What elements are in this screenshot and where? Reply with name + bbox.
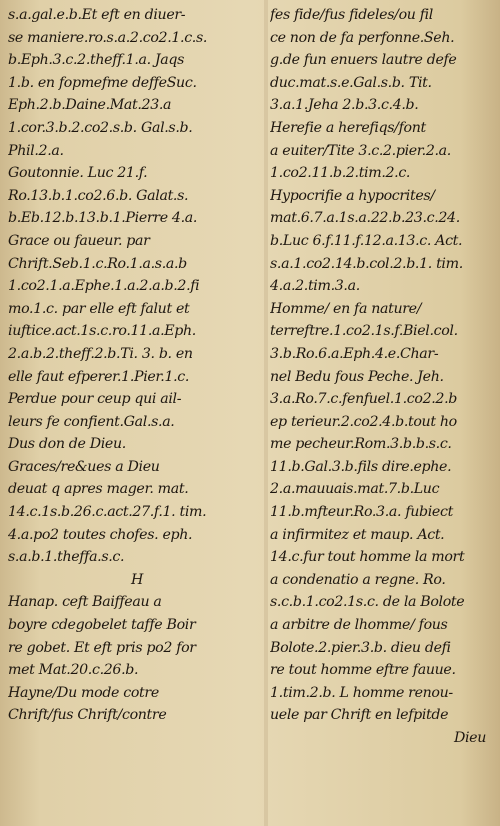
text-line: elle faut efperer.1.Pier.1.c.: [8, 368, 190, 385]
text-line: Homme/ en fa nature/: [270, 300, 422, 317]
text-line: 11.b.Gal.3.b.fils dire.ephe.: [270, 458, 452, 475]
text-line: Grace ou faueur. par: [8, 232, 150, 249]
text-line: s.a.1.co2.14.b.col.2.b.1. tim.: [270, 255, 463, 272]
left-column: [8, 4, 266, 822]
text-line: Chrift/fus Chrift/contre: [8, 707, 167, 724]
text-line: s.a.gal.e.b.Et eft en diuer-: [8, 7, 186, 23]
text-line: re tout homme eftre fauue.: [270, 662, 456, 679]
text-line: a condenatio a regne. Ro.: [270, 571, 446, 588]
text-line: Graces/re&ues a Dieu: [8, 458, 160, 475]
text-line: Bolote.2.pier.3.b. dieu defi: [270, 639, 451, 656]
text-line: 14.c.1s.b.26.c.act.27.f.1. tim.: [8, 504, 207, 521]
text-line: Phil.2.a.: [8, 142, 64, 159]
text-line: 2.a.mauuais.mat.7.b.Luc: [270, 481, 440, 498]
text-line: 1.tim.2.b. L homme renou-: [270, 684, 453, 701]
text-line: 14.c.fur tout homme la mort: [270, 549, 465, 566]
text-line: b.Eb.12.b.13.b.1.Pierre 4.a.: [8, 210, 198, 227]
text-line: 1.co2.1.a.Ephe.1.a.2.a.b.2.fi: [8, 278, 200, 295]
text-line: g.de fun enuers lautre defe: [270, 52, 457, 69]
text-line: 2.a.b.2.theff.2.b.Ti. 3. b. en: [8, 345, 193, 362]
text-line: 11.b.mfteur.Ro.3.a. fubiect: [270, 504, 453, 521]
text-line: s.a.b.1.theffa.s.c.: [8, 549, 125, 566]
text-line: 1.cor.3.b.2.co2.s.b. Gal.s.b.: [8, 119, 193, 136]
text-line: fes fide/fus fideles/ou fil: [270, 7, 433, 23]
text-line: b.Luc 6.f.11.f.12.a.13.c. Act.: [270, 232, 463, 249]
text-line: leurs fe confient.Gal.s.a.: [8, 413, 175, 430]
text-line: re gobet. Et eft pris po2 for: [8, 639, 196, 656]
text-line: nel Bedu fous Peche. Jeh.: [270, 368, 444, 385]
text-line: s.c.b.1.co2.1s.c. de la Bolote: [270, 594, 465, 611]
text-line: Herefie a herefiqs/font: [270, 119, 426, 136]
text-line: Ro.13.b.1.co2.6.b. Galat.s.: [8, 187, 189, 204]
text-line: me pecheur.Rom.3.b.b.s.c.: [270, 436, 452, 453]
text-line: boyre cdegobelet taffe Boir: [8, 617, 196, 634]
text-line: Dus don de Dieu.: [8, 436, 126, 453]
text-line: Hayne/Du mode cotre: [8, 684, 159, 701]
text-line: mat.6.7.a.1s.a.22.b.23.c.24.: [270, 210, 460, 227]
text-line: Eph.2.b.Daine.Mat.23.a: [8, 97, 172, 114]
text-line: deuat q apres mager. mat.: [8, 481, 189, 498]
text-line: a arbitre de lhomme/ fous: [270, 617, 448, 634]
text-line: ce non de fa perfonne.Seh.: [270, 29, 455, 46]
text-line: 4.a.2.tim.3.a.: [270, 278, 360, 295]
text-line: 3.b.Ro.6.a.Eph.4.e.Char-: [270, 345, 439, 362]
text-line: H: [130, 571, 144, 588]
text-line: iuftice.act.1s.c.ro.11.a.Eph.: [8, 323, 196, 340]
text-line: Perdue pour ceup qui ail-: [8, 391, 182, 408]
text-line: a euiter/Tite 3.c.2.pier.2.a.: [270, 142, 451, 159]
text-line: ep terieur.2.co2.4.b.tout ho: [270, 413, 457, 430]
text-line: Goutonnie. Luc 21.f.: [8, 165, 148, 182]
text-line: Hanap. ceft Baiffeau a: [8, 594, 162, 611]
text-line: 3.a.Ro.7.c.fenfuel.1.co2.2.b: [270, 391, 457, 408]
text-line: b.Eph.3.c.2.theff.1.a. Jaqs: [8, 52, 185, 69]
text-line: a infirmitez et maup. Act.: [270, 526, 445, 543]
text-line: mo.1.c. par elle eft falut et: [8, 300, 190, 317]
text-line: Dieu: [453, 730, 486, 746]
text-line: 1.b. en fopmefme deffeSuc.: [8, 74, 197, 91]
text-line: uele par Chrift en lefpitde: [270, 707, 449, 724]
right-column: [270, 4, 496, 822]
text-line: duc.mat.s.e.Gal.s.b. Tit.: [270, 74, 432, 91]
text-line: 3.a.1.Jeha 2.b.3.c.4.b.: [270, 97, 419, 114]
text-line: 1.co2.11.b.2.tim.2.c.: [270, 165, 411, 182]
text-line: met Mat.20.c.26.b.: [8, 662, 139, 679]
text-line: 4.a.po2 toutes chofes. eph.: [8, 526, 193, 543]
text-line: Hypocrifie a hypocrites/: [270, 187, 435, 204]
text-line: se maniere.ro.s.a.2.co2.1.c.s.: [8, 29, 208, 46]
text-line: terreftre.1.co2.1s.f.Biel.col.: [270, 323, 458, 340]
text-line: Chrift.Seb.1.c.Ro.1.a.s.a.b: [8, 255, 187, 272]
